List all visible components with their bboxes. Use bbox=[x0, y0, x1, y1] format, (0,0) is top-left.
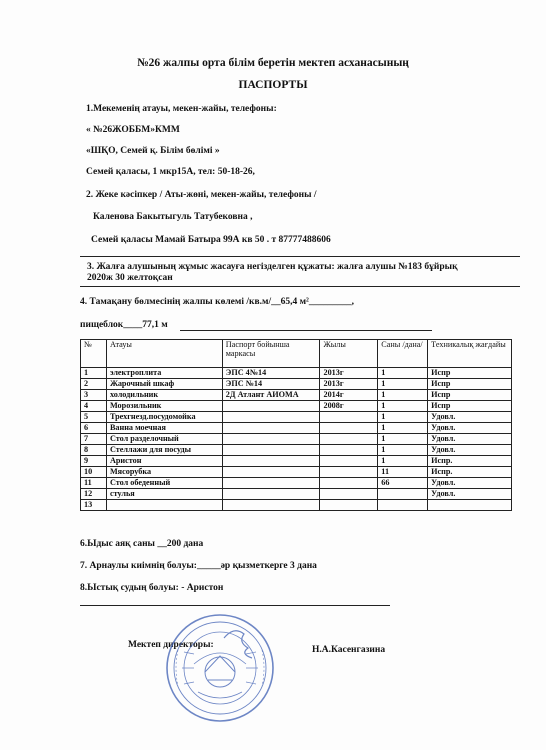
director-label: Мектеп директоры: bbox=[128, 640, 214, 650]
cell-condition: Удовл. bbox=[428, 445, 512, 456]
cell-model bbox=[222, 489, 320, 500]
cell-model: ЭПС 4№14 bbox=[222, 368, 320, 379]
cell-name: Трехгнезд.посудомойка bbox=[106, 412, 222, 423]
cell-condition: Испр bbox=[428, 379, 512, 390]
cell-model bbox=[222, 445, 320, 456]
section4-dining-area: 4. Тамақану бөлмесінің жалпы көлемі /кв.м/__65,4 м²_________, bbox=[80, 297, 355, 307]
cell-quantity: 1 bbox=[378, 412, 428, 423]
cell-year: 2008г bbox=[320, 401, 378, 412]
section4-kitchen-area: пищеблок____77,1 м bbox=[80, 320, 168, 330]
cell-model bbox=[222, 412, 320, 423]
cell-number: 4 bbox=[81, 401, 107, 412]
cell-name: Стол обеденный bbox=[106, 478, 222, 489]
cell-model: 2Д Атлант АИОМА bbox=[222, 390, 320, 401]
cell-model bbox=[222, 434, 320, 445]
table-header-row bbox=[81, 340, 512, 368]
cell-model bbox=[222, 456, 320, 467]
cell-name: стулья bbox=[106, 489, 222, 500]
cell-condition: Испр. bbox=[428, 467, 512, 478]
cell-name: Жарочный шкаф bbox=[106, 379, 222, 390]
cell-name: Стеллажи для посуды bbox=[106, 445, 222, 456]
cell-year bbox=[320, 478, 378, 489]
cell-year bbox=[320, 456, 378, 467]
cell-condition: Удовл. bbox=[428, 489, 512, 500]
cell-year bbox=[320, 489, 378, 500]
cell-number: 3 bbox=[81, 390, 107, 401]
col-header-model: Паспорт бойынша маркасы bbox=[222, 340, 320, 368]
separator-line bbox=[80, 286, 520, 287]
table-row bbox=[81, 500, 512, 511]
cell-condition: Испр bbox=[428, 368, 512, 379]
table-row bbox=[81, 368, 512, 379]
cell-quantity: 1 bbox=[378, 423, 428, 434]
cell-name: электроплита bbox=[106, 368, 222, 379]
table-row bbox=[81, 401, 512, 412]
cell-year bbox=[320, 445, 378, 456]
official-stamp bbox=[164, 612, 276, 724]
section3-line1: 3. Жалға алушының жұмыс жасауға негізделген құжаты: жалға алушы №183 бұйрық bbox=[87, 262, 458, 272]
cell-year bbox=[320, 500, 378, 511]
cell-model bbox=[222, 500, 320, 511]
section3-line2: 2020ж 30 желтоқсан bbox=[87, 273, 173, 283]
cell-year bbox=[320, 467, 378, 478]
institution-name: « №26ЖОББМ»КММ bbox=[86, 125, 180, 135]
cell-number: 11 bbox=[81, 478, 107, 489]
cell-condition: Удовл. bbox=[428, 423, 512, 434]
separator-line bbox=[80, 605, 390, 606]
cell-name bbox=[106, 500, 222, 511]
col-header-name: Атауы bbox=[106, 340, 222, 368]
cell-year bbox=[320, 423, 378, 434]
section8-hot-water: 8.Ыстық судың болуы: - Аристон bbox=[80, 583, 224, 593]
cell-model bbox=[222, 401, 320, 412]
cell-condition bbox=[428, 500, 512, 511]
table-row bbox=[81, 434, 512, 445]
cell-number: 1 bbox=[81, 368, 107, 379]
table-row bbox=[81, 478, 512, 489]
cell-quantity: 1 bbox=[378, 379, 428, 390]
cell-name: Ванна моечная bbox=[106, 423, 222, 434]
table-row bbox=[81, 390, 512, 401]
cell-quantity: 1 bbox=[378, 401, 428, 412]
cell-quantity bbox=[378, 500, 428, 511]
table-row bbox=[81, 467, 512, 478]
table-row bbox=[81, 456, 512, 467]
cell-number: 9 bbox=[81, 456, 107, 467]
entrepreneur-name: Каленова Бакытыгуль Татубековна , bbox=[93, 212, 253, 222]
cell-name: Морозильник bbox=[106, 401, 222, 412]
cell-quantity: 1 bbox=[378, 390, 428, 401]
cell-quantity: 1 bbox=[378, 434, 428, 445]
cell-number: 13 bbox=[81, 500, 107, 511]
cell-model bbox=[222, 423, 320, 434]
cell-number: 7 bbox=[81, 434, 107, 445]
table-row bbox=[81, 412, 512, 423]
table-row bbox=[81, 379, 512, 390]
section2-heading: 2. Жеке кәсіпкер / Аты-жөні, мекен-жайы, телефоны / bbox=[86, 190, 317, 200]
cell-quantity: 1 bbox=[378, 456, 428, 467]
document-title-line1: №26 жалпы орта білім беретін мектеп асханасының bbox=[137, 57, 409, 69]
cell-year: 2014г bbox=[320, 390, 378, 401]
document-title-line2: ПАСПОРТЫ bbox=[238, 79, 308, 91]
director-name: Н.А.Касенгазина bbox=[312, 645, 386, 655]
col-header-quantity: Саны /дана/ bbox=[378, 340, 428, 368]
cell-name: Мясорубка bbox=[106, 467, 222, 478]
cell-name: холодильник bbox=[106, 390, 222, 401]
cell-year bbox=[320, 434, 378, 445]
cell-quantity: 1 bbox=[378, 445, 428, 456]
cell-name: Стол разделочный bbox=[106, 434, 222, 445]
cell-condition: Испр. bbox=[428, 456, 512, 467]
cell-number: 2 bbox=[81, 379, 107, 390]
cell-number: 6 bbox=[81, 423, 107, 434]
table-row bbox=[81, 423, 512, 434]
table-row bbox=[81, 489, 512, 500]
cell-condition: Удовл. bbox=[428, 434, 512, 445]
cell-year: 2013г bbox=[320, 368, 378, 379]
institution-address: Семей қаласы, 1 мкр15А, тел: 50-18-26, bbox=[86, 167, 255, 177]
cell-quantity bbox=[378, 489, 428, 500]
blank-line bbox=[180, 330, 432, 331]
cell-quantity: 66 bbox=[378, 478, 428, 489]
cell-condition: Удовл. bbox=[428, 412, 512, 423]
cell-condition: Испр bbox=[428, 390, 512, 401]
cell-model bbox=[222, 467, 320, 478]
col-header-year: Жылы bbox=[320, 340, 378, 368]
cell-number: 8 bbox=[81, 445, 107, 456]
equipment-table bbox=[80, 339, 512, 511]
cell-number: 5 bbox=[81, 412, 107, 423]
cell-name: Аристон bbox=[106, 456, 222, 467]
entrepreneur-address: Семей қаласы Мамай Батыра 99А кв 50 . т 87777488606 bbox=[91, 235, 331, 245]
col-header-number: № bbox=[81, 340, 107, 368]
cell-year: 2013г bbox=[320, 379, 378, 390]
table-row bbox=[81, 445, 512, 456]
section1-heading: 1.Мекеменің атауы, мекен-жайы, телефоны: bbox=[86, 104, 277, 114]
cell-quantity: 11 bbox=[378, 467, 428, 478]
cell-number: 12 bbox=[81, 489, 107, 500]
cell-condition: Удовл. bbox=[428, 478, 512, 489]
cell-condition: Испр bbox=[428, 401, 512, 412]
section7-uniform: 7. Арнаулы киімнің болуы:_____әр қызметкерге 3 дана bbox=[80, 561, 317, 571]
cell-model bbox=[222, 478, 320, 489]
cell-quantity: 1 bbox=[378, 368, 428, 379]
section6-dishes: 6.Ыдыс аяқ саны __200 дана bbox=[80, 539, 204, 549]
cell-year bbox=[320, 412, 378, 423]
cell-model: ЭПС №14 bbox=[222, 379, 320, 390]
separator-line bbox=[80, 256, 520, 257]
cell-number: 10 bbox=[81, 467, 107, 478]
col-header-condition: Техникалық жағдайы bbox=[428, 340, 512, 368]
institution-department: «ШҚО, Семей қ. Білім бөлімі » bbox=[86, 146, 220, 156]
